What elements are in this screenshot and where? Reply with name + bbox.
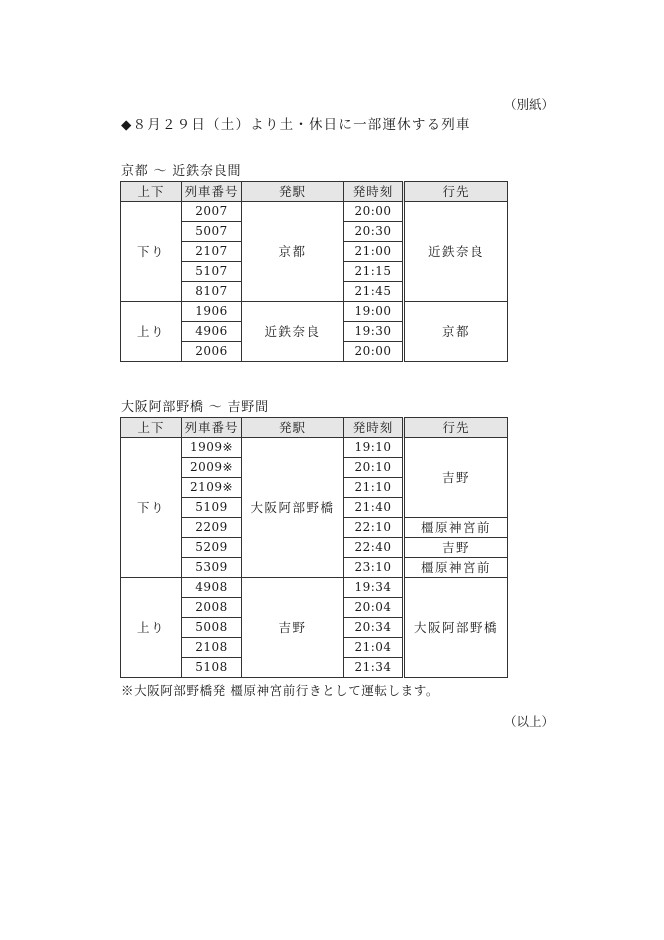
- departure-time-cell: 20:00: [344, 342, 404, 362]
- departure-time-cell: 20:34: [344, 618, 404, 638]
- destination-cell: 京都: [404, 302, 508, 362]
- header-train-number: 列車番号: [182, 182, 242, 202]
- destination-cell: 大阪阿部野橋: [404, 578, 508, 678]
- train-number-cell: 5107: [182, 262, 242, 282]
- train-number-cell: 4908: [182, 578, 242, 598]
- train-number-cell: 2209: [182, 518, 242, 538]
- train-number-cell: 5109: [182, 498, 242, 518]
- train-number-cell: 5008: [182, 618, 242, 638]
- departure-station-cell: 大阪阿部野橋: [242, 438, 344, 578]
- table-row: [121, 438, 508, 458]
- section-title-abenobashi-yoshino: 大阪阿部野橋 〜 吉野間: [121, 400, 269, 415]
- attachment-label: （別紙）: [503, 97, 554, 112]
- departure-time-cell: 19:34: [344, 578, 404, 598]
- train-number-cell: 1906: [182, 302, 242, 322]
- train-number-cell: 2006: [182, 342, 242, 362]
- departure-time-cell: 21:40: [344, 498, 404, 518]
- header-departure-time: 発時刻: [344, 418, 404, 438]
- train-number-cell: 2008: [182, 598, 242, 618]
- footnote: ※大阪阿部野橋発 橿原神宮前行きとして運転します。: [121, 683, 439, 698]
- section-title-kyoto-nara: 京都 〜 近鉄奈良間: [121, 164, 242, 179]
- train-number-cell: 2109※: [182, 478, 242, 498]
- header-destination: 行先: [404, 418, 508, 438]
- departure-time-cell: 20:10: [344, 458, 404, 478]
- departure-station-cell: 吉野: [242, 578, 344, 678]
- train-number-cell: 8107: [182, 282, 242, 302]
- departure-time-cell: 21:10: [344, 478, 404, 498]
- timetable-kyoto-nara: [120, 181, 508, 362]
- header-direction: 上下: [121, 182, 182, 202]
- departure-time-cell: 21:34: [344, 658, 404, 678]
- train-number-cell: 2108: [182, 638, 242, 658]
- destination-cell: 橿原神宮前: [404, 518, 508, 538]
- header-departure-station: 発駅: [242, 182, 344, 202]
- table-row: [121, 302, 508, 322]
- table-header-row: [121, 418, 508, 438]
- departure-station-cell: 近鉄奈良: [242, 302, 344, 362]
- departure-time-cell: 21:15: [344, 262, 404, 282]
- destination-cell: 吉野: [404, 538, 508, 558]
- destination-cell: 吉野: [404, 438, 508, 518]
- departure-time-cell: 21:04: [344, 638, 404, 658]
- train-number-cell: 5309: [182, 558, 242, 578]
- direction-cell: 下り: [121, 438, 182, 578]
- header-departure-time: 発時刻: [344, 182, 404, 202]
- header-direction: 上下: [121, 418, 182, 438]
- train-number-cell: 2107: [182, 242, 242, 262]
- timetable-abenobashi-yoshino: [120, 417, 508, 678]
- departure-time-cell: 23:10: [344, 558, 404, 578]
- destination-cell: 近鉄奈良: [404, 202, 508, 302]
- header-destination: 行先: [404, 182, 508, 202]
- table-row: [121, 578, 508, 598]
- direction-cell: 下り: [121, 202, 182, 302]
- header-train-number: 列車番号: [182, 418, 242, 438]
- train-number-cell: 5209: [182, 538, 242, 558]
- train-number-cell: 1909※: [182, 438, 242, 458]
- departure-time-cell: 19:30: [344, 322, 404, 342]
- departure-time-cell: 22:40: [344, 538, 404, 558]
- departure-time-cell: 20:00: [344, 202, 404, 222]
- departure-time-cell: 21:00: [344, 242, 404, 262]
- departure-time-cell: 19:00: [344, 302, 404, 322]
- header-departure-station: 発駅: [242, 418, 344, 438]
- destination-cell: 橿原神宮前: [404, 558, 508, 578]
- table-header-row: [121, 182, 508, 202]
- train-number-cell: 2007: [182, 202, 242, 222]
- departure-time-cell: 22:10: [344, 518, 404, 538]
- train-number-cell: 5007: [182, 222, 242, 242]
- departure-time-cell: 20:30: [344, 222, 404, 242]
- departure-station-cell: 京都: [242, 202, 344, 302]
- train-number-cell: 5108: [182, 658, 242, 678]
- departure-time-cell: 20:04: [344, 598, 404, 618]
- train-number-cell: 2009※: [182, 458, 242, 478]
- departure-time-cell: 19:10: [344, 438, 404, 458]
- departure-time-cell: 21:45: [344, 282, 404, 302]
- document-title: ◆８月２９日（土）より土・休日に一部運休する列車: [121, 117, 471, 133]
- train-number-cell: 4906: [182, 322, 242, 342]
- direction-cell: 上り: [121, 578, 182, 678]
- table-row: [121, 202, 508, 222]
- direction-cell: 上り: [121, 302, 182, 362]
- end-mark: （以上）: [503, 714, 554, 729]
